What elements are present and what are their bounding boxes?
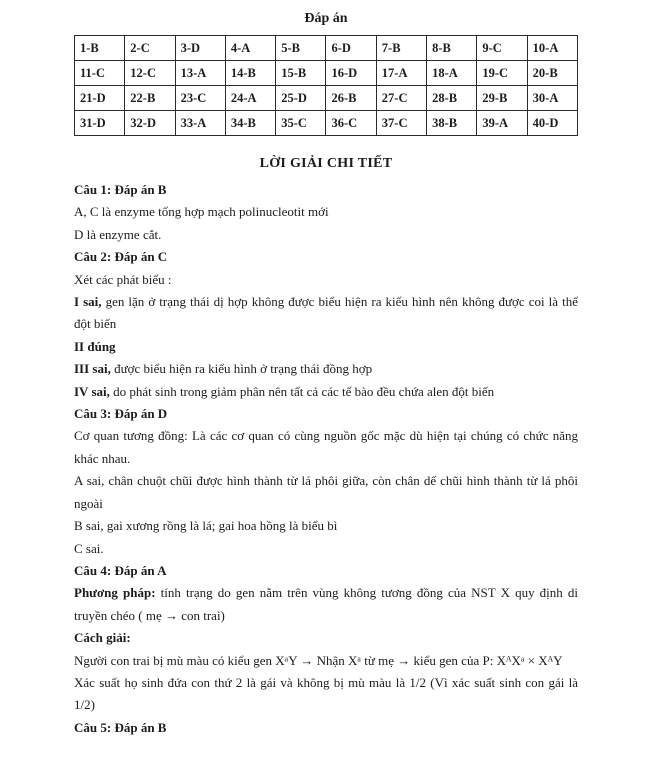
- answer-cell: 27-C: [376, 86, 426, 111]
- solution-bold-prefix: Cách giải:: [74, 630, 131, 646]
- solution-paragraph: [74, 336, 578, 358]
- solution-text: B sai, gai xương rồng là lá; gai hoa hồng là biểu bì: [74, 518, 338, 534]
- answer-cell: 30-A: [527, 86, 577, 111]
- answer-cell: 15-B: [276, 61, 326, 86]
- answer-cell: 21-D: [75, 86, 125, 111]
- answer-table-row: [75, 36, 578, 61]
- answer-cell: 26-B: [326, 86, 376, 111]
- answer-table: [74, 35, 578, 136]
- solution-text: được biểu hiện ra kiểu hình ở trạng thái đồng hợp: [110, 361, 373, 377]
- answer-cell: 16-D: [326, 61, 376, 86]
- solution-text: do phát sinh trong giảm phân nên tất cả các tế bào đều chứa alen đột biến: [109, 383, 495, 399]
- solution-text: C sai.: [74, 540, 104, 556]
- answer-cell: 20-B: [527, 61, 577, 86]
- answer-table-row: [75, 61, 578, 86]
- solution-paragraph: [74, 470, 578, 515]
- answer-cell: 33-A: [175, 111, 225, 136]
- answer-cell: 1-B: [75, 36, 125, 61]
- solution-paragraph: [74, 627, 578, 649]
- answer-table-row: [75, 111, 578, 136]
- solution-paragraph: [74, 201, 578, 223]
- solution-paragraph: [74, 672, 578, 717]
- solution-bold-prefix: IV sai,: [74, 383, 110, 399]
- solution-text: Cơ quan tương đồng: Là các cơ quan có cùng nguồn gốc mặc dù hiện tại chúng có chức năng khác nhau.: [74, 428, 578, 466]
- solution-text: Xác suất họ sinh đứa con thứ 2 là gái và không bị mù màu là 1/2 (Vì xác suất sinh con gái là 1/2): [74, 674, 578, 713]
- solutions-body: [74, 179, 578, 739]
- solution-bold-prefix: I sai,: [74, 294, 102, 310]
- solution-paragraph: [74, 269, 578, 291]
- solution-paragraph: [74, 179, 578, 201]
- solution-paragraph: [74, 381, 578, 403]
- answer-cell: 34-B: [225, 111, 275, 136]
- solution-paragraph: [74, 425, 578, 470]
- solution-text: gen lặn ở trạng thái dị hợp không được biểu hiện ra kiểu hình nên không được coi là thể đột biến: [74, 294, 579, 332]
- answer-cell: 32-D: [125, 111, 175, 136]
- solution-bold-prefix: III sai,: [74, 361, 111, 377]
- answer-cell: 5-B: [276, 36, 326, 61]
- answer-key-title: Đáp án: [304, 11, 348, 26]
- answer-cell: 29-B: [477, 86, 527, 111]
- answer-cell: 6-D: [326, 36, 376, 61]
- answer-cell: 23-C: [175, 86, 225, 111]
- solution-paragraph: [74, 582, 578, 627]
- solution-paragraph: [74, 358, 578, 380]
- solution-bold-prefix: II đúng: [74, 338, 116, 354]
- answer-cell: 18-A: [427, 61, 477, 86]
- solution-paragraph: [74, 224, 578, 246]
- answer-cell: 38-B: [427, 111, 477, 136]
- answer-cell: 31-D: [75, 111, 125, 136]
- answer-cell: 19-C: [477, 61, 527, 86]
- solution-text: Người con trai bị mù màu có kiểu gen XᵃY → Nhận Xᵃ từ mẹ → kiểu gen của P: XᴬXᵃ × XᴬY: [74, 652, 563, 668]
- solution-bold-prefix: Phương pháp:: [74, 585, 156, 601]
- solution-bold-prefix: Câu 1: Đáp án B: [74, 182, 167, 197]
- solution-bold-prefix: Câu 5: Đáp án B: [74, 719, 167, 735]
- answer-cell: 37-C: [376, 111, 426, 136]
- answer-table-row: [75, 86, 578, 111]
- solution-paragraph: [74, 515, 578, 537]
- answer-cell: 39-A: [477, 111, 527, 136]
- solutions-heading: LỜI GIẢI CHI TIẾT: [259, 156, 393, 171]
- solution-paragraph: [74, 560, 578, 582]
- solution-bold-prefix: Câu 3: Đáp án D: [74, 406, 168, 422]
- answer-cell: 25-D: [276, 86, 326, 111]
- solution-bold-prefix: Câu 2: Đáp án C: [74, 249, 168, 265]
- answer-cell: 24-A: [225, 86, 275, 111]
- solution-paragraph: [74, 246, 578, 268]
- answer-cell: 22-B: [125, 86, 175, 111]
- answer-cell: 11-C: [75, 61, 125, 86]
- solution-paragraph: [74, 538, 578, 560]
- solution-text: Xét các phát biểu :: [74, 271, 172, 287]
- answer-cell: 36-C: [326, 111, 376, 136]
- answer-cell: 13-A: [175, 61, 225, 86]
- answer-cell: 7-B: [376, 36, 426, 61]
- answer-cell: 4-A: [225, 36, 275, 61]
- answer-cell: 14-B: [225, 61, 275, 86]
- solution-paragraph: [74, 717, 578, 739]
- solution-text: A, C là enzyme tổng hợp mạch polinucleotit mới: [74, 204, 329, 220]
- solution-text: tính trạng do gen nằm trên vùng không tương đồng của NST X quy định di truyền chéo ( mẹ → con trai): [74, 585, 578, 623]
- answer-cell: 10-A: [527, 36, 577, 61]
- answer-cell: 40-D: [527, 111, 577, 136]
- answer-cell: 2-C: [125, 36, 175, 61]
- answer-cell: 35-C: [276, 111, 326, 136]
- solution-paragraph: [74, 403, 578, 425]
- solution-paragraph: [74, 291, 578, 336]
- answer-cell: 8-B: [427, 36, 477, 61]
- solution-text: D là enzyme cắt.: [74, 226, 162, 242]
- answer-cell: 9-C: [477, 36, 527, 61]
- solution-bold-prefix: Câu 4: Đáp án A: [74, 562, 167, 578]
- solution-text: A sai, chân chuột chũi được hình thành từ lá phôi giữa, còn chân dế chũi hình thành từ lá phôi ngoài: [74, 473, 578, 511]
- answer-cell: 17-A: [376, 61, 426, 86]
- answer-table-body: [75, 36, 578, 136]
- answer-cell: 3-D: [175, 36, 225, 61]
- answer-cell: 28-B: [427, 86, 477, 111]
- answer-cell: 12-C: [125, 61, 175, 86]
- solution-paragraph: [74, 650, 578, 672]
